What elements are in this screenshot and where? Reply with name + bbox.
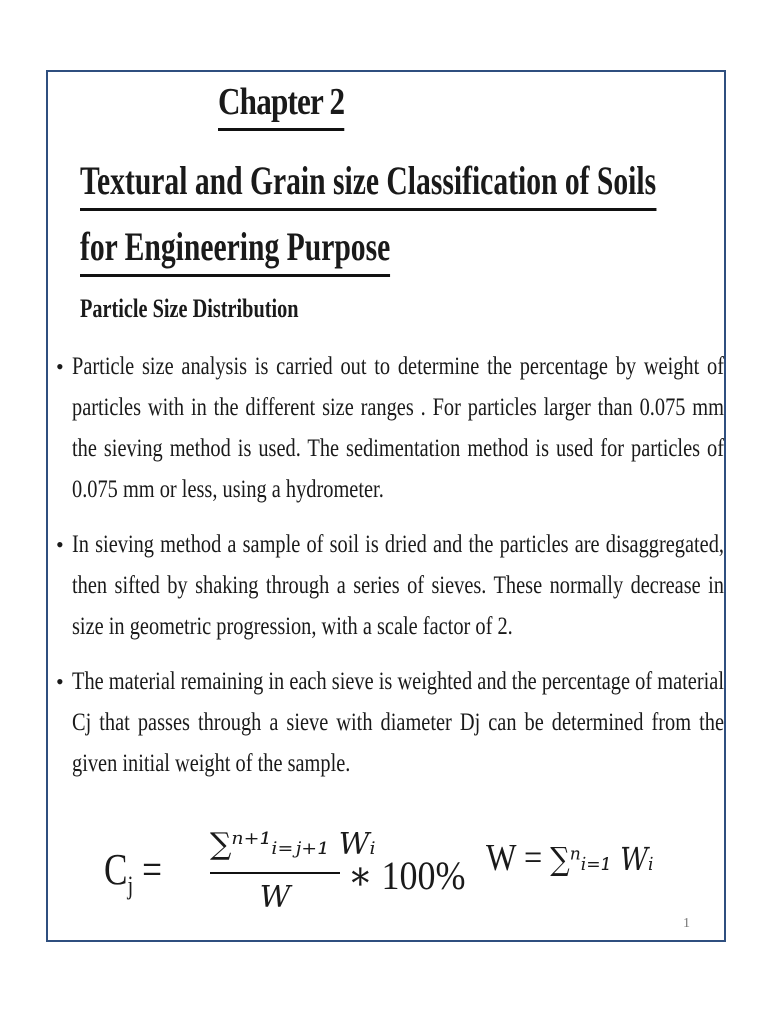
formula-cj-lhs [104,844,162,901]
bullet-item [48,524,723,647]
slide-title-line-1: Textural and Grain size Classification of Soils [80,156,656,211]
formula-times-100: ∗ 100% [348,853,466,898]
bullet-marker: • [56,354,64,379]
formula-w [486,836,654,880]
bullet-marker: • [56,669,64,694]
bullet-text: The material remaining in each sieve is weighted and the percentage of material Cj that passes through a sieve with diameter Dj can be determined from the given initial weight of the sample. [72,668,724,777]
bullet-item [48,661,723,784]
slide-title-line-2: for Engineering Purpose [80,222,390,277]
chapter-heading: Chapter 2 [218,78,344,131]
formula-area [48,802,724,932]
section-subheading: Particle Size Distribution [80,294,299,323]
page-number: 1 [683,916,690,931]
formula-w-sum: ∑ⁿᵢ₌₁ Wᵢ [550,840,654,878]
bullet-item [48,346,723,510]
bullet-text: In sieving method a sample of soil is dried and the particles are disaggregated, then sifted by shaking through a series of sieves. These normally decrease in size in geometric progression, with a scale factor of 2. [72,531,724,640]
formula-numerator: ∑ⁿ⁺¹ᵢ₌ⱼ₊₁ Wᵢ [210,827,376,862]
formula-equals: = [142,845,162,894]
bullet-list [48,346,723,798]
formula-denominator: W [259,880,291,915]
slide [46,70,726,942]
bullet-marker: • [56,532,64,557]
formula-cj-symbol: C [104,845,128,894]
bullet-text: Particle size analysis is carried out to determine the percentage by weight of particles with in the different size ranges . For particles larger than 0.075 mm the sieving method is used. The sedimentation method is used for particles of 0.075 mm or less, using a hydrometer. [72,353,724,503]
formula-w-lhs: W = [486,837,551,879]
fraction-bar [210,872,340,874]
formula-cj-subscript: j [127,870,134,900]
formula-fraction [210,822,376,918]
